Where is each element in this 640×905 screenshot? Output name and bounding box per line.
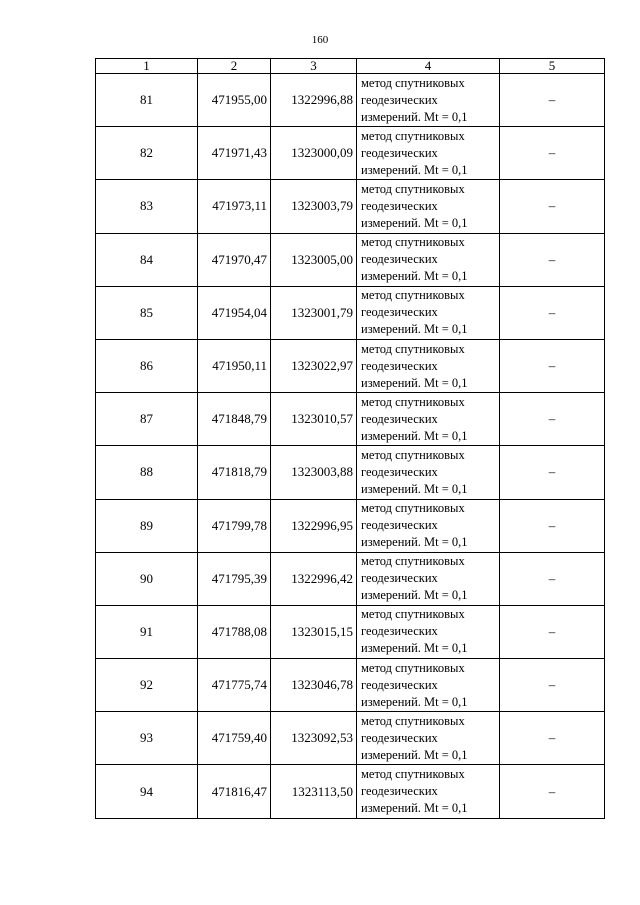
method-line: метод спутниковых: [361, 767, 465, 782]
method-line: метод спутниковых: [361, 713, 465, 728]
method-line: метод спутниковых: [361, 501, 465, 516]
method-cell: [357, 712, 500, 765]
method-line: метод спутниковых: [361, 181, 465, 196]
point-number-cell: 89: [96, 499, 198, 552]
method-line: измерений. Mt = 0,1: [361, 481, 468, 496]
note-cell: –: [500, 127, 605, 180]
column-header-1: 1: [96, 59, 198, 74]
point-number-cell: 85: [96, 286, 198, 339]
method-cell: [357, 552, 500, 605]
method-cell: [357, 233, 500, 286]
x-coordinate-cell: 471788,08: [198, 605, 271, 658]
column-header-2: 2: [198, 59, 271, 74]
method-cell: [357, 180, 500, 233]
x-coordinate-cell: 471818,79: [198, 446, 271, 499]
method-line: метод спутниковых: [361, 447, 465, 462]
method-line: геодезических: [361, 358, 438, 373]
method-cell: [357, 393, 500, 446]
table-row: [96, 605, 605, 658]
method-line: геодезических: [361, 730, 438, 745]
table-body: [96, 74, 605, 819]
table-row: [96, 499, 605, 552]
method-line: геодезических: [361, 624, 438, 639]
note-cell: –: [500, 286, 605, 339]
method-line: измерений. Mt = 0,1: [361, 694, 468, 709]
y-coordinate-cell: 1323022,97: [271, 339, 357, 392]
method-line: геодезических: [361, 784, 438, 799]
method-line: геодезических: [361, 198, 438, 213]
y-coordinate-cell: 1322996,42: [271, 552, 357, 605]
y-coordinate-cell: 1323003,79: [271, 180, 357, 233]
note-cell: –: [500, 339, 605, 392]
method-cell: [357, 127, 500, 180]
method-cell: [357, 446, 500, 499]
note-cell: –: [500, 499, 605, 552]
column-header-5: 5: [500, 59, 605, 74]
y-coordinate-cell: 1323092,53: [271, 712, 357, 765]
y-coordinate-cell: 1322996,88: [271, 74, 357, 127]
method-line: измерений. Mt = 0,1: [361, 588, 468, 603]
table-row: [96, 180, 605, 233]
y-coordinate-cell: 1323005,00: [271, 233, 357, 286]
note-cell: –: [500, 765, 605, 818]
method-line: метод спутниковых: [361, 341, 465, 356]
x-coordinate-cell: 471970,47: [198, 233, 271, 286]
note-cell: –: [500, 180, 605, 233]
point-number-cell: 86: [96, 339, 198, 392]
note-cell: –: [500, 712, 605, 765]
table-row: [96, 74, 605, 127]
point-number-cell: 90: [96, 552, 198, 605]
method-line: метод спутниковых: [361, 607, 465, 622]
method-line: геодезических: [361, 677, 438, 692]
x-coordinate-cell: 471759,40: [198, 712, 271, 765]
method-line: измерений. Mt = 0,1: [361, 269, 468, 284]
method-line: измерений. Mt = 0,1: [361, 641, 468, 656]
method-line: измерений. Mt = 0,1: [361, 375, 468, 390]
coordinates-table: [95, 58, 605, 819]
x-coordinate-cell: 471795,39: [198, 552, 271, 605]
table-row: [96, 286, 605, 339]
table-row: [96, 339, 605, 392]
x-coordinate-cell: 471799,78: [198, 499, 271, 552]
method-line: геодезических: [361, 252, 438, 267]
method-cell: [357, 74, 500, 127]
table-row: [96, 712, 605, 765]
column-header-3: 3: [271, 59, 357, 74]
table-row: [96, 552, 605, 605]
x-coordinate-cell: 471954,04: [198, 286, 271, 339]
method-cell: [357, 286, 500, 339]
y-coordinate-cell: 1323010,57: [271, 393, 357, 446]
note-cell: –: [500, 605, 605, 658]
method-line: измерений. Mt = 0,1: [361, 801, 468, 816]
point-number-cell: 84: [96, 233, 198, 286]
note-cell: –: [500, 446, 605, 499]
note-cell: –: [500, 74, 605, 127]
method-line: метод спутниковых: [361, 235, 465, 250]
note-cell: –: [500, 659, 605, 712]
page-number: 160: [311, 34, 329, 46]
method-line: измерений. Mt = 0,1: [361, 747, 468, 762]
x-coordinate-cell: 471775,74: [198, 659, 271, 712]
x-coordinate-cell: 471816,47: [198, 765, 271, 818]
table-header-row: [96, 59, 605, 74]
method-line: геодезических: [361, 145, 438, 160]
method-cell: [357, 605, 500, 658]
method-cell: [357, 765, 500, 818]
method-line: геодезических: [361, 305, 438, 320]
point-number-cell: 91: [96, 605, 198, 658]
method-line: измерений. Mt = 0,1: [361, 215, 468, 230]
method-line: измерений. Mt = 0,1: [361, 322, 468, 337]
note-cell: –: [500, 233, 605, 286]
method-line: измерений. Mt = 0,1: [361, 109, 468, 124]
table-row: [96, 393, 605, 446]
x-coordinate-cell: 471973,11: [198, 180, 271, 233]
method-line: метод спутниковых: [361, 394, 465, 409]
x-coordinate-cell: 471848,79: [198, 393, 271, 446]
method-line: геодезических: [361, 518, 438, 533]
x-coordinate-cell: 471955,00: [198, 74, 271, 127]
method-line: измерений. Mt = 0,1: [361, 428, 468, 443]
method-line: геодезических: [361, 571, 438, 586]
table-row: [96, 659, 605, 712]
method-line: метод спутниковых: [361, 660, 465, 675]
method-line: измерений. Mt = 0,1: [361, 535, 468, 550]
method-line: геодезических: [361, 411, 438, 426]
method-line: геодезических: [361, 92, 438, 107]
note-cell: –: [500, 393, 605, 446]
method-cell: [357, 499, 500, 552]
method-line: метод спутниковых: [361, 128, 465, 143]
point-number-cell: 88: [96, 446, 198, 499]
note-cell: –: [500, 552, 605, 605]
table-row: [96, 127, 605, 180]
point-number-cell: 83: [96, 180, 198, 233]
table-row: [96, 233, 605, 286]
y-coordinate-cell: 1322996,95: [271, 499, 357, 552]
y-coordinate-cell: 1323000,09: [271, 127, 357, 180]
point-number-cell: 81: [96, 74, 198, 127]
y-coordinate-cell: 1323015,15: [271, 605, 357, 658]
table-row: [96, 446, 605, 499]
y-coordinate-cell: 1323113,50: [271, 765, 357, 818]
y-coordinate-cell: 1323046,78: [271, 659, 357, 712]
point-number-cell: 87: [96, 393, 198, 446]
x-coordinate-cell: 471971,43: [198, 127, 271, 180]
point-number-cell: 92: [96, 659, 198, 712]
method-cell: [357, 339, 500, 392]
table-row: [96, 765, 605, 818]
method-line: измерений. Mt = 0,1: [361, 162, 468, 177]
x-coordinate-cell: 471950,11: [198, 339, 271, 392]
point-number-cell: 93: [96, 712, 198, 765]
y-coordinate-cell: 1323003,88: [271, 446, 357, 499]
point-number-cell: 94: [96, 765, 198, 818]
method-line: метод спутниковых: [361, 75, 465, 90]
method-line: геодезических: [361, 464, 438, 479]
point-number-cell: 82: [96, 127, 198, 180]
method-line: метод спутниковых: [361, 288, 465, 303]
y-coordinate-cell: 1323001,79: [271, 286, 357, 339]
method-line: метод спутниковых: [361, 554, 465, 569]
column-header-4: 4: [357, 59, 500, 74]
method-cell: [357, 659, 500, 712]
